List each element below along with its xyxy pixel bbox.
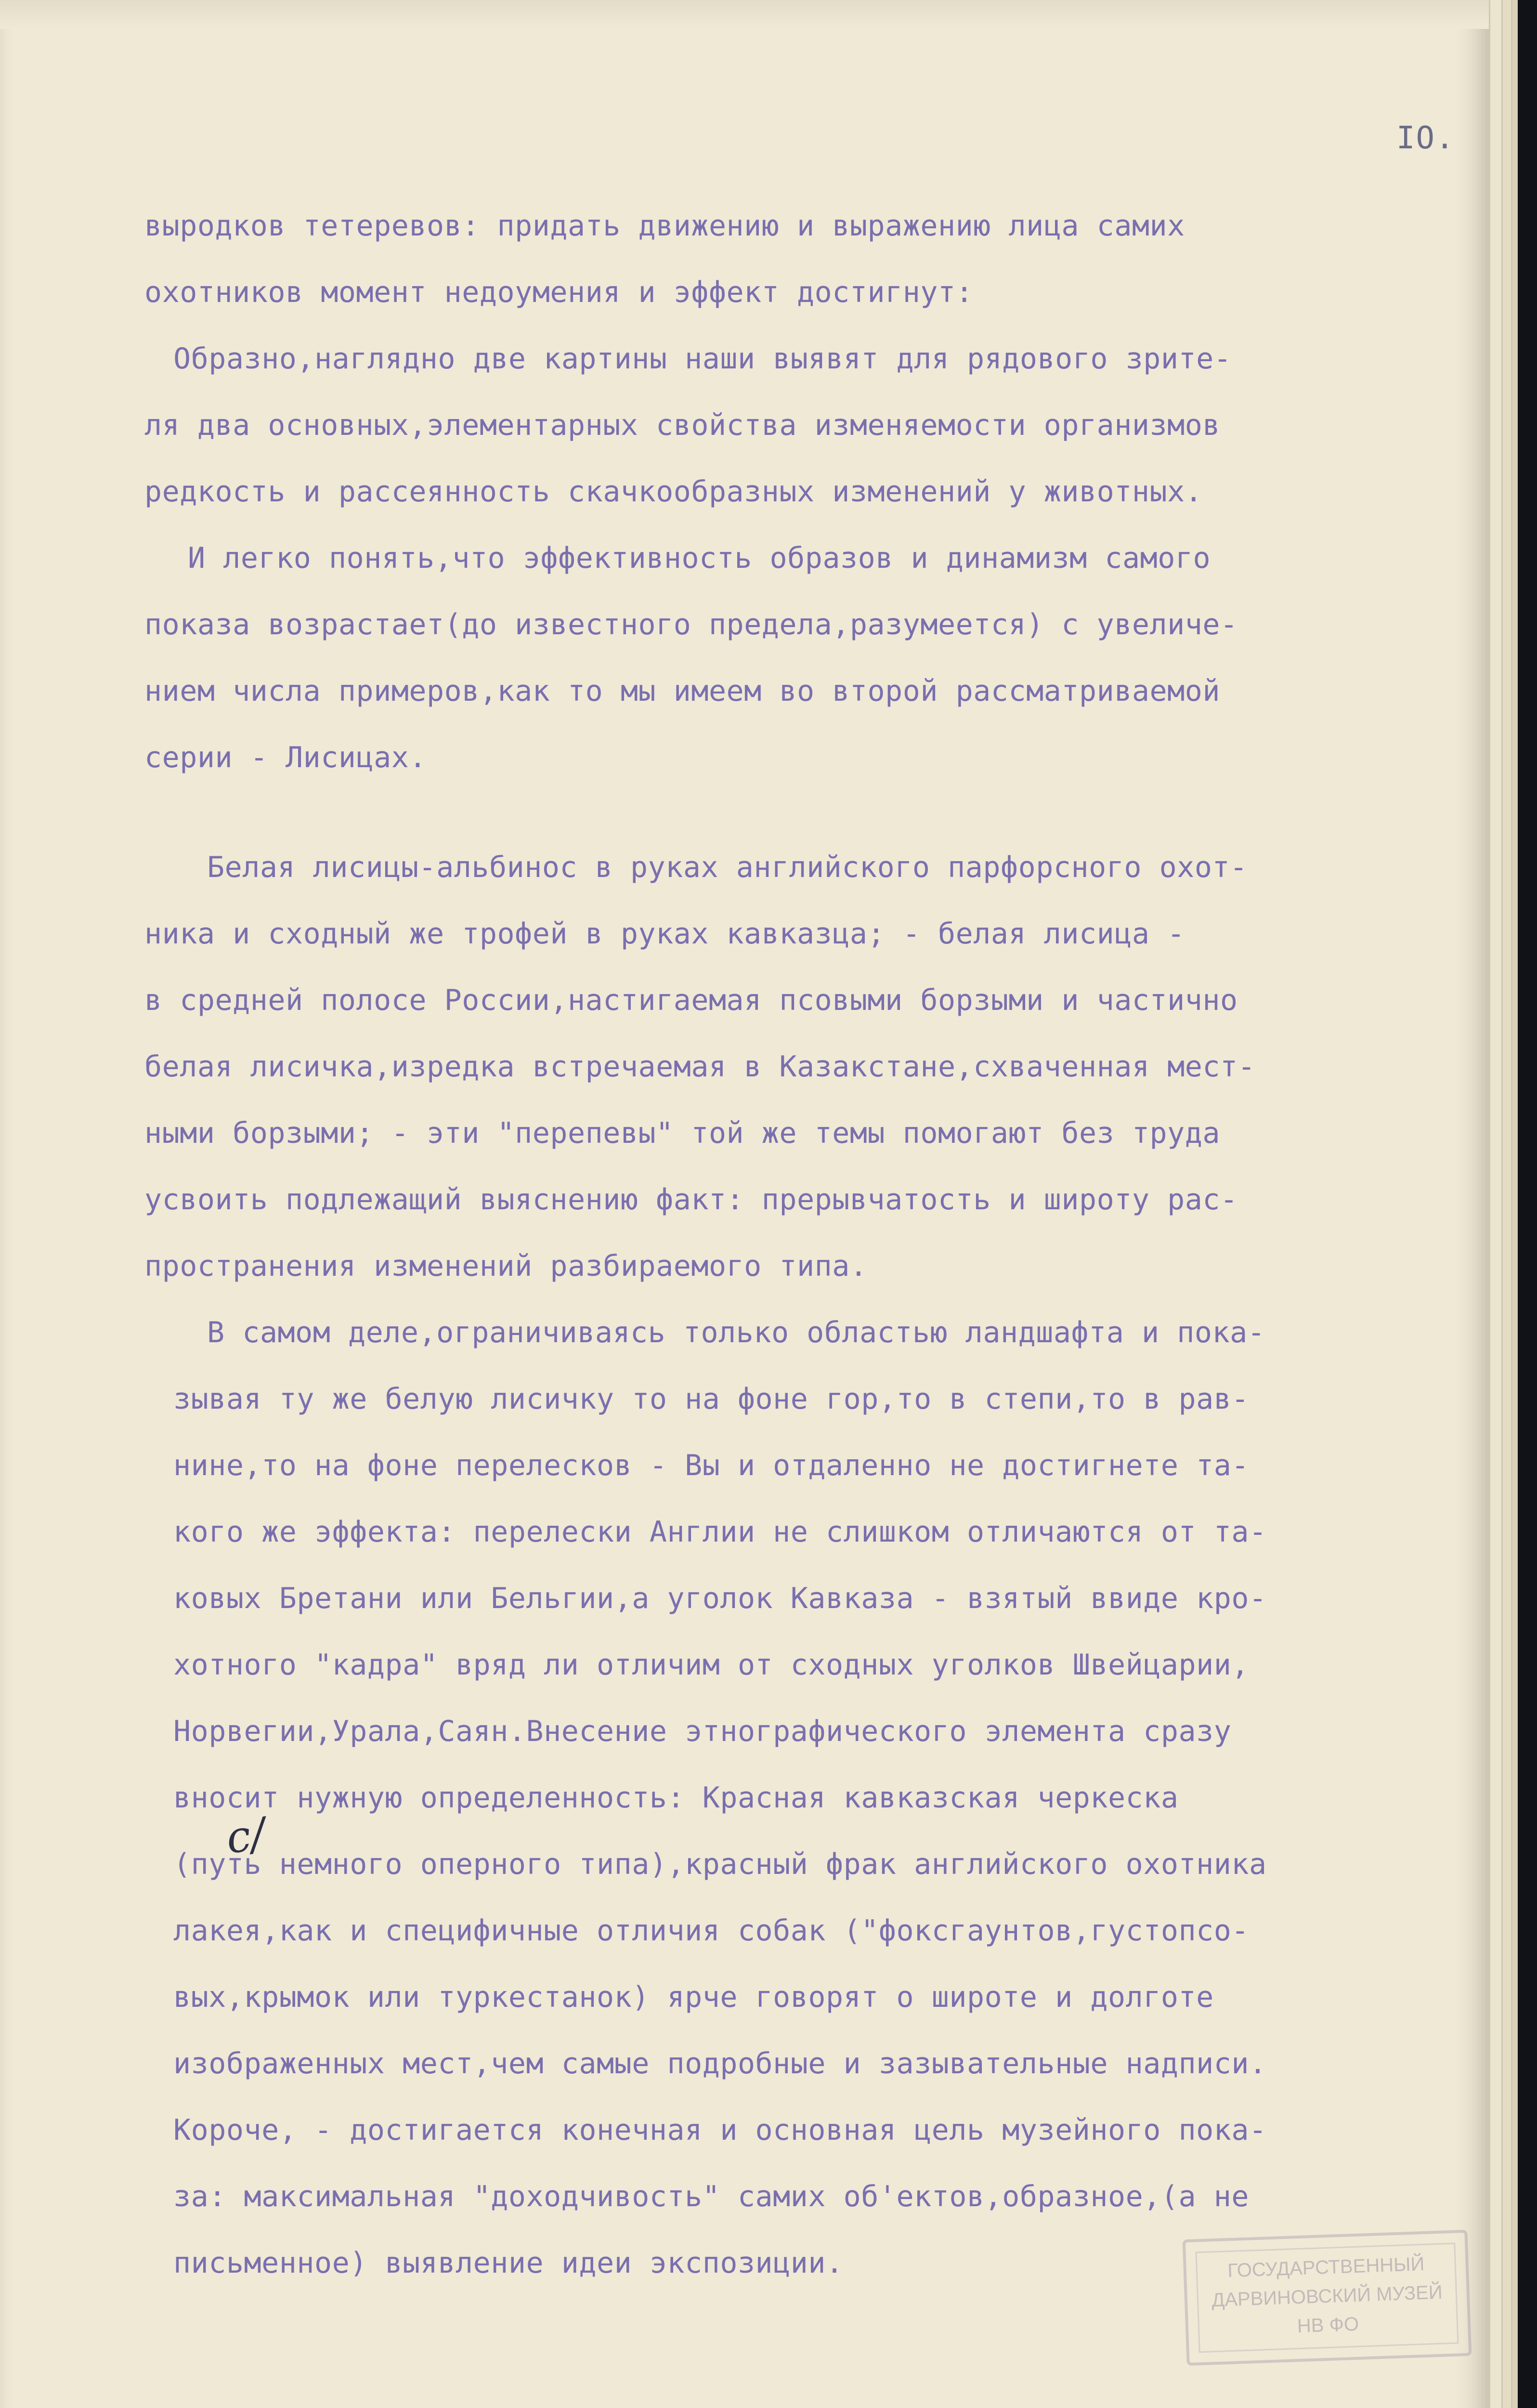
- text-line: вых,крымок или туркестанок) ярче говорят о широте и долготе: [173, 1980, 1214, 2014]
- text-line: письменное) выявление идеи экспозиции.: [173, 2246, 844, 2280]
- text-line: зывая ту же белую лисичку то на фоне гор,то в степи,то в рав-: [173, 1382, 1250, 1416]
- text-line: за: максимальная "доходчивость" самих об'ектов,образное,(а не: [173, 2180, 1250, 2213]
- text-line: ковых Бретани или Бельгии,а уголок Кавказа - взятый ввиде кро-: [173, 1582, 1267, 1615]
- text-line: ника и сходный же трофей в руках кавказца; - белая лисица -: [144, 917, 1185, 951]
- text-line: Норвегии,Урала,Саян.Внесение этнографического элемента сразу: [173, 1714, 1232, 1748]
- scan-background: [1518, 0, 1537, 2408]
- text-line: ля два основных,элементарных свойства изменяемости организмов: [144, 408, 1221, 442]
- text-line: нием числа примеров,как то мы имеем во второй рассматриваемой: [144, 674, 1221, 708]
- handwritten-mark: с/: [223, 1808, 269, 1864]
- stamp-line: ГОСУДАРСТВЕННЫЙ: [1227, 2253, 1425, 2282]
- text-line: (путь немного оперного типа),красный фрак английского охотника: [173, 1847, 1267, 1881]
- typed-text-body: [144, 193, 1473, 2296]
- text-line: кого же эффекта: перелески Англии не слишком отличаются от та-: [173, 1515, 1267, 1549]
- text-line: Короче, - достигается конечная и основная цель музейного пока-: [173, 2113, 1267, 2147]
- page-number: IO.: [1396, 120, 1455, 156]
- text-line: показа возрастает(до известного предела,разумеется) с увеличе-: [144, 608, 1238, 641]
- text-line: белая лисичка,изредка встречаемая в Казакстане,схваченная мест-: [144, 1050, 1256, 1084]
- text-line: редкость и рассеянность скачкообразных изменений у животных.: [144, 475, 1203, 509]
- text-line: лакея,как и специфичные отличия собак ("фоксгаунтов,густопсо-: [173, 1914, 1250, 1948]
- text-line: усвоить подлежащий выяснению факт: прерывчатость и широту рас-: [144, 1183, 1238, 1217]
- text-line: хотного "кадра" вряд ли отличим от сходных уголков Швейцарии,: [173, 1648, 1250, 1682]
- text-line: в средней полосе России,настигаемая псовыми борзыми и частично: [144, 983, 1238, 1017]
- text-line: изображенных мест,чем самые подробные и зазывательные надписи.: [173, 2047, 1267, 2081]
- text-line: пространения изменений разбираемого типа.: [144, 1249, 868, 1283]
- archive-stamp: [1183, 2230, 1472, 2366]
- text-line: И легко понять,что эффективность образов и динамизм самого: [188, 541, 1211, 575]
- text-line: охотников момент недоумения и эффект достигнут:: [144, 275, 974, 309]
- stamp-line: НВ ФО: [1297, 2313, 1359, 2337]
- text-line: выродков тетеревов: придать движению и выражению лица самих: [144, 209, 1185, 243]
- page-stack-edge: [1489, 0, 1503, 2408]
- top-fold-shadow: [0, 0, 1489, 29]
- text-line: серии - Лисицах.: [144, 741, 427, 774]
- text-line: нине,то на фоне перелесков - Вы и отдаленно не достигнете та-: [173, 1449, 1250, 1482]
- text-line: Образно,наглядно две картины наши выявят для рядового зрите-: [173, 342, 1232, 376]
- text-line: В самом деле,ограничиваясь только областью ландшафта и пока-: [207, 1316, 1265, 1349]
- stamp-line: ДАРВИНОВСКИЙ МУЗЕЙ: [1211, 2281, 1443, 2311]
- text-line: Белая лисицы-альбинос в руках английского парфорсного охот-: [207, 851, 1248, 884]
- text-line: вносит нужную определенность: Красная кавказская черкеска: [173, 1781, 1179, 1815]
- text-line: ными борзыми; - эти "перепевы" той же темы помогают без труда: [144, 1116, 1221, 1150]
